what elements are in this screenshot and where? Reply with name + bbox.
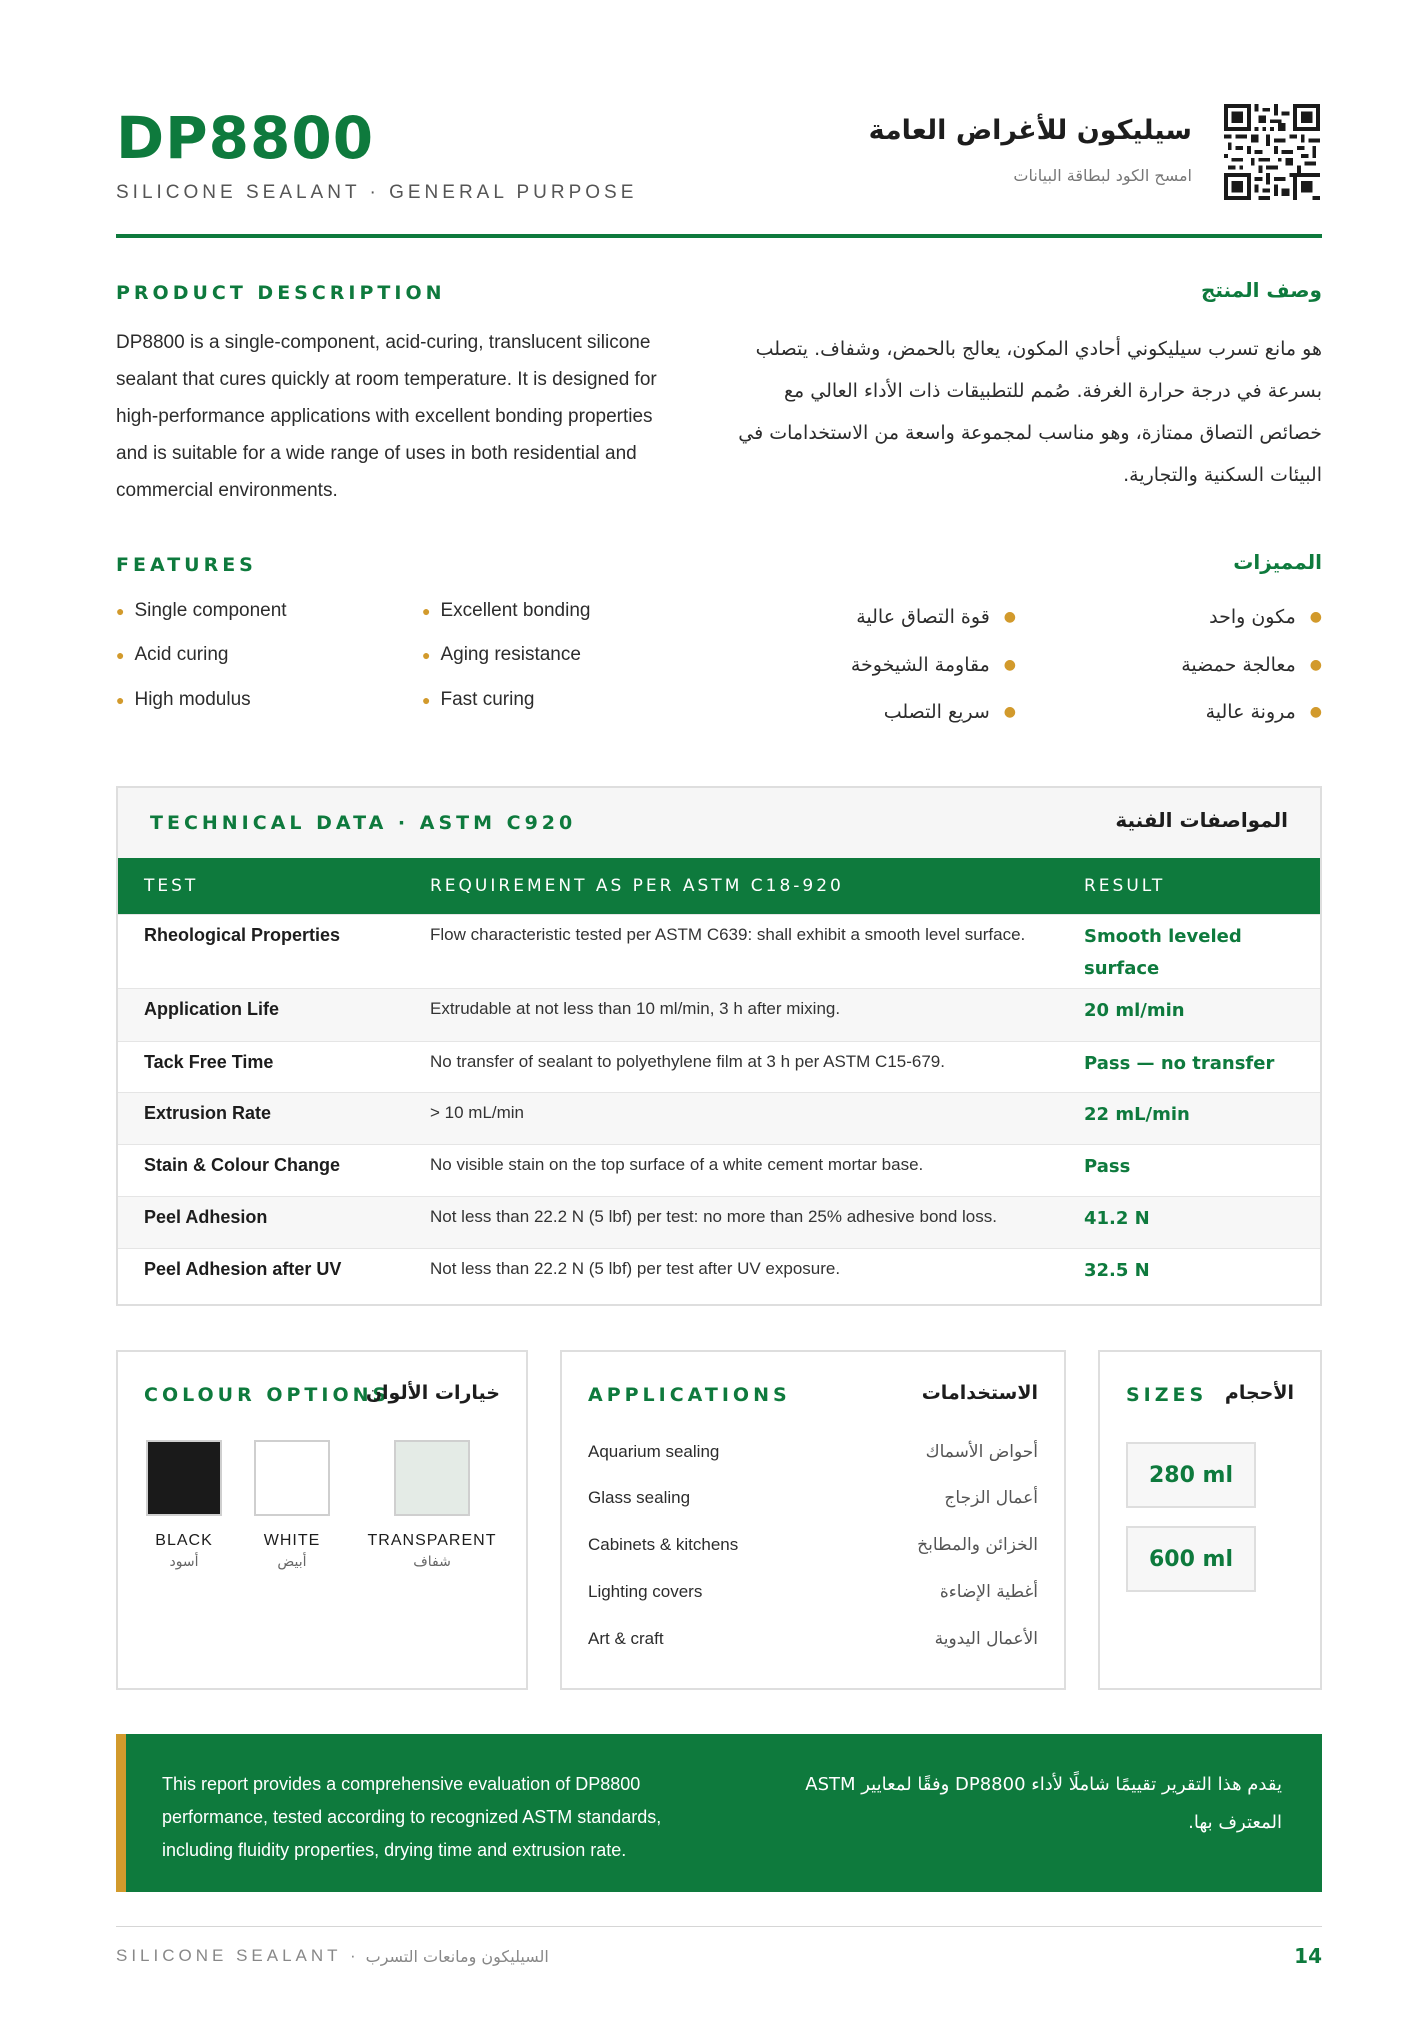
feature-item-ar: ● معالجة حمضية: [1181, 654, 1322, 676]
colour-options-card: [116, 1350, 528, 1690]
sizes-card: [1098, 1350, 1322, 1690]
application-item: Aquarium sealing: [588, 1442, 720, 1461]
qr-caption-ar: امسح الكود لبطاقة البيانات: [1013, 166, 1192, 185]
footer-label: SILICONE SEALANT · السيليكون ومانعات التسرب: [116, 1946, 549, 1966]
feature-item: ● High modulus: [116, 689, 251, 710]
cell-requirement: Flow characteristic tested per ASTM C639: shall exhibit a smooth level surface.: [430, 925, 1026, 944]
technical-data-header: [118, 788, 1320, 858]
description-text: DP8800 is a single-component, acid-curing, translucent silicone sealant that cures quickly at room temperature. It is designed for high-performance applications with excellent bonding properties and is suitable for a wide range of uses in both residential and commercial environments.: [116, 332, 657, 501]
description-heading: PRODUCT DESCRIPTION: [116, 282, 446, 304]
application-item-ar: الأعمال اليدوية: [934, 1629, 1038, 1649]
application-item-ar: أحواض الأسماك: [925, 1442, 1038, 1462]
feature-item-ar: ● قوة التصاق عالية: [856, 606, 1016, 628]
column-header-requirement: REQUIREMENT AS PER ASTM C18-920: [430, 876, 844, 896]
size-option[interactable]: 280 ml: [1126, 1442, 1256, 1508]
footer-label-ar: السيليكون ومانعات التسرب: [365, 1946, 549, 1966]
cell-requirement: No transfer of sealant to polyethylene film at 3 h per ASTM C15-679.: [430, 1052, 945, 1071]
swatch-label-ar: أبيض: [277, 1554, 307, 1570]
applications-card: [560, 1350, 1066, 1690]
datasheet-page: [116, 0, 1322, 2021]
applications-heading-ar: الاستخدامات: [921, 1382, 1038, 1404]
cell-test: Stain & Colour Change: [144, 1155, 341, 1175]
table-row: [118, 988, 1320, 1041]
application-item: Cabinets & kitchens: [588, 1535, 739, 1554]
cell-requirement: > 10 mL/min: [430, 1103, 525, 1122]
bullet-icon: ●: [116, 603, 125, 619]
cell-result: 22 mL/min: [1084, 1104, 1190, 1125]
cell-test: Peel Adhesion after UV: [144, 1259, 342, 1279]
feature-item: ● Excellent bonding: [422, 600, 591, 621]
cell-test: Tack Free Time: [144, 1052, 274, 1072]
features-heading-ar: المميزات: [1233, 550, 1322, 574]
table-row: [118, 1248, 1320, 1304]
features-heading: FEATURES: [116, 554, 257, 576]
description-heading-ar: وصف المنتج: [1200, 278, 1322, 302]
qr-code-icon[interactable]: [1224, 104, 1320, 200]
technical-data-title: TECHNICAL DATA · ASTM C920: [150, 812, 577, 834]
cell-requirement: No visible stain on the top surface of a white cement mortar base.: [430, 1155, 924, 1174]
cell-result: Smooth leveled surface: [1084, 926, 1242, 979]
table-row: [118, 1196, 1320, 1248]
summary-banner: [116, 1734, 1322, 1892]
swatch-transparent[interactable]: [394, 1440, 470, 1516]
feature-item-ar: ● سريع التصلب: [883, 701, 1016, 723]
technical-data-title-ar: المواصفات الفنية: [1115, 808, 1288, 832]
cell-test: Extrusion Rate: [144, 1103, 272, 1123]
table-row: [118, 1041, 1320, 1092]
cell-result: Pass: [1084, 1156, 1131, 1177]
sizes-heading-ar: الأحجام: [1224, 1382, 1294, 1404]
page-number: 14: [1294, 1944, 1322, 1968]
cell-result: 32.5 N: [1084, 1260, 1150, 1281]
table-header-row: [118, 858, 1320, 914]
footer-divider: [116, 1926, 1322, 1927]
bullet-icon: ●: [1003, 657, 1016, 673]
bullet-icon: ●: [1003, 609, 1016, 625]
cell-requirement: Not less than 22.2 N (5 lbf) per test: no more than 25% adhesive bond loss.: [430, 1207, 997, 1226]
bullet-icon: ●: [1309, 704, 1322, 720]
cell-test: Peel Adhesion: [144, 1207, 268, 1227]
cell-requirement: Not less than 22.2 N (5 lbf) per test after UV exposure.: [430, 1259, 841, 1278]
bullet-icon: ●: [422, 647, 431, 663]
feature-item: ● Fast curing: [422, 689, 535, 710]
size-option[interactable]: 600 ml: [1126, 1526, 1256, 1592]
feature-item: ● Single component: [116, 600, 287, 621]
product-title: DP8800: [116, 104, 375, 172]
bullet-icon: ●: [1309, 609, 1322, 625]
application-item-ar: أعمال الزجاج: [944, 1488, 1038, 1508]
product-subtitle: SILICONE SEALANT · GENERAL PURPOSE: [116, 182, 638, 203]
column-header-result: RESULT: [1084, 876, 1166, 896]
application-item-ar: أغطية الإضاءة: [939, 1582, 1038, 1602]
header-divider: [116, 234, 1322, 238]
description-text-ar: هو مانع تسرب سيليكوني أحادي المكون، يعالج بالحمض، وشفاف. يتصلب بسرعة في درجة حرارة الغرفة. صُمم للتطبيقات ذات الأداء العالي مع خصائص التصاق ممتازة، وهو مناسب لمجموعة واسعة من الاستخدامات في البيئات السكنية والتجارية.: [738, 338, 1322, 486]
feature-item-ar: ● مكون واحد: [1209, 606, 1322, 628]
application-item: Glass sealing: [588, 1488, 691, 1507]
bullet-icon: ●: [116, 692, 125, 708]
feature-item: ● Aging resistance: [422, 644, 581, 665]
summary-text-ar: يقدم هذا التقرير تقييمًا شاملًا لأداء DP8800 وفقًا لمعايير ASTM المعترف بها.: [805, 1774, 1282, 1833]
feature-item: ● Acid curing: [116, 644, 229, 665]
cell-result: Pass — no transfer: [1084, 1053, 1275, 1074]
swatch-label: TRANSPARENT: [367, 1532, 497, 1549]
cell-result: 20 ml/min: [1084, 1000, 1185, 1021]
feature-item-ar: ● مقاومة الشيخوخة: [850, 654, 1016, 676]
application-item-ar: الخزائن والمطابخ: [917, 1535, 1038, 1555]
swatch-label: BLACK: [155, 1532, 213, 1549]
swatch-black[interactable]: [146, 1440, 222, 1516]
table-row: [118, 1144, 1320, 1196]
table-row: [118, 1092, 1320, 1144]
technical-data-table: [116, 786, 1322, 1306]
feature-item-ar: ● مرونة عالية: [1205, 701, 1322, 723]
swatch-label: WHITE: [263, 1532, 321, 1549]
application-item: Art & craft: [588, 1629, 664, 1648]
bullet-icon: ●: [116, 647, 125, 663]
summary-text: This report provides a comprehensive evaluation of DP8800 performance, tested according to recognized ASTM standards, including fluidity properties, drying time and extrusion rate.: [162, 1774, 662, 1860]
bullet-icon: ●: [1003, 704, 1016, 720]
cell-requirement: Extrudable at not less than 10 ml/min, 3 h after mixing.: [430, 999, 841, 1018]
swatch-white[interactable]: [254, 1440, 330, 1516]
swatch-label-ar: أسود: [169, 1554, 199, 1570]
application-item: Lighting covers: [588, 1582, 703, 1601]
column-header-test: TEST: [144, 876, 199, 896]
colour-options-heading-ar: خيارات الألوان: [365, 1382, 500, 1404]
product-title-ar: سيليكون للأغراض العامة: [868, 115, 1192, 146]
cell-result: 41.2 N: [1084, 1208, 1150, 1229]
colour-options-heading: COLOUR OPTIONS: [144, 1384, 391, 1406]
cell-test: Rheological Properties: [144, 925, 341, 945]
bullet-icon: ●: [422, 603, 431, 619]
bullet-icon: ●: [422, 692, 431, 708]
swatch-label-ar: شفاف: [413, 1554, 451, 1570]
sizes-heading: SIZES: [1126, 1384, 1208, 1406]
bullet-icon: ●: [1309, 657, 1322, 673]
applications-heading: APPLICATIONS: [588, 1384, 791, 1406]
cell-test: Application Life: [144, 999, 279, 1019]
table-row: [118, 914, 1320, 988]
